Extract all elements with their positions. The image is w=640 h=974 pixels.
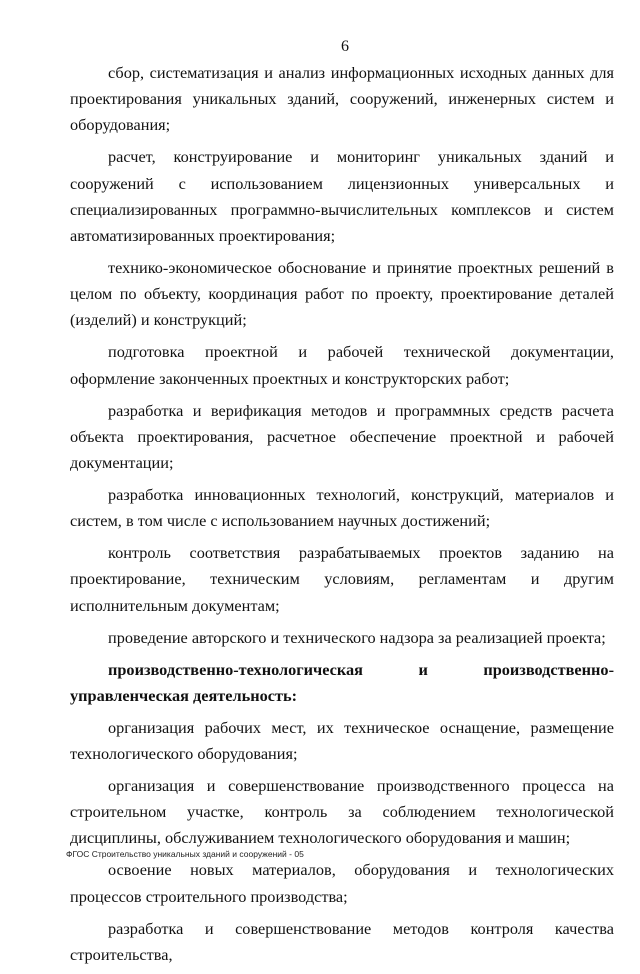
- paragraph: разработка инновационных технологий, конструкций, материалов и систем, в том числе с использованием научных достижений;: [70, 485, 614, 531]
- document-footer: ФГОС Строительство уникальных зданий и сооружений - 05: [66, 849, 304, 859]
- body-text: [70, 60, 614, 974]
- paragraph: контроль соответствия разрабатываемых проектов заданию на проектирование, техническим условиям, регламентам и другим исполнительным документам;: [70, 543, 614, 615]
- paragraph: разработка и верификация методов и программных средств расчета объекта проектирования, расчетное обеспечение проектной и рабочей документации;: [70, 400, 614, 473]
- paragraph: организация рабочих мест, их техническое оснащение, размещение технологического оборудования;: [70, 717, 614, 764]
- paragraph: технико-экономическое обоснование и принятие проектных решений в целом по объекту, координация работ по проекту, проектирование деталей (изделий) и конструкций;: [70, 258, 614, 330]
- paragraph: подготовка проектной и рабочей технической документации, оформление законченных проектных и конструкторских работ;: [70, 342, 614, 388]
- page-number: 6: [341, 38, 349, 55]
- paragraph: расчет, конструирование и мониторинг уникальных зданий и сооружений с использованием лицензионных универсальных и специализированных программно-вычислительных комплексов и систем автоматизированных проектирования;: [70, 147, 614, 246]
- paragraph: организация и совершенствование производственного процесса на строительном участке, контроль за соблюдением технологической дисциплины, обслуживанием технологического оборудования и машин;: [70, 776, 614, 848]
- paragraph: сбор, систематизация и анализ информационных исходных данных для проектирования уникальных зданий, сооружений, инженерных систем и оборудования;: [70, 63, 614, 135]
- paragraph: освоение новых материалов, оборудования и технологических процессов строительного производства;: [70, 860, 614, 906]
- paragraph: проведение авторского и технического надзора за реализацией проекта;: [108, 627, 606, 647]
- section-heading: производственно-технологическая и производственно-управленческая деятельность:: [70, 659, 614, 705]
- paragraph: разработка и совершенствование методов контроля качества строительства,: [70, 918, 614, 964]
